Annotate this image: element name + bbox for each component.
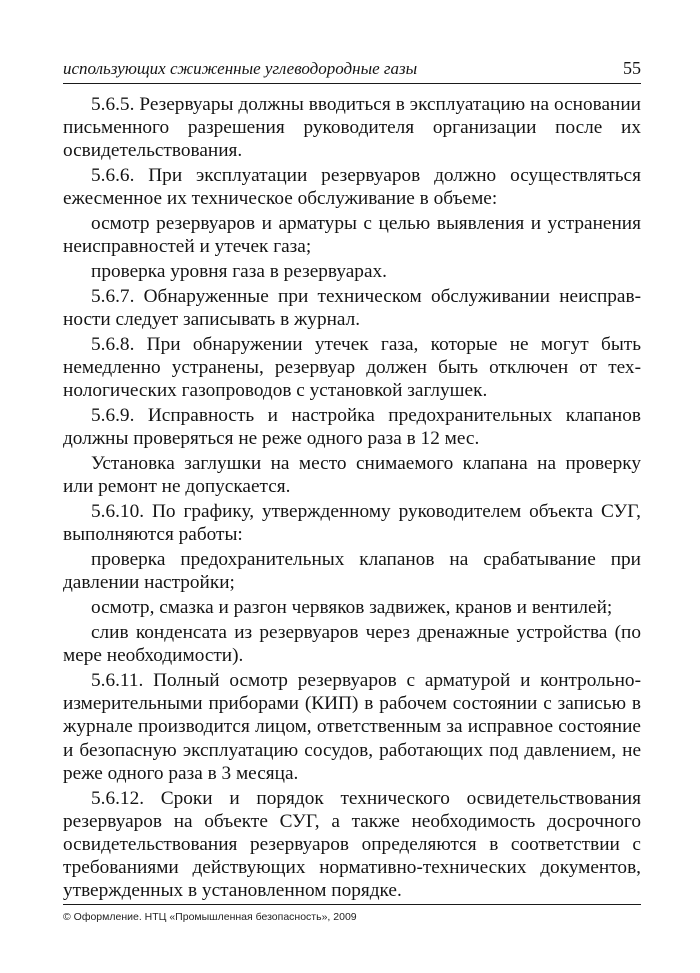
list-item-condensate: слив конденсата из резервуаров через дренажные устройства (по мере необходимости). <box>63 622 641 667</box>
paragraph-5-6-6: 5.6.6. При эксплуатации резервуаров должно осуществляться ежесменное их техническое обслуживание в объеме: <box>63 165 641 210</box>
copyright-note: © Оформление. НТЦ «Промышленная безопасность», 2009 <box>63 911 357 923</box>
page-footer <box>63 904 641 923</box>
paragraph-5-6-7: 5.6.7. Обнаруженные при техническом обслуживании неисправности следует записывать в журнал. <box>63 286 641 331</box>
list-item-gas-level: проверка уровня газа в резервуарах. <box>91 261 387 283</box>
page-number: 55 <box>623 58 641 78</box>
paragraph-5-6-8: 5.6.8. При обнаружении утечек газа, которые не могут быть немедленно устранены, резервуар должен быть отключен от технологических газопроводов с установкой заглушек. <box>63 334 641 402</box>
paragraph-5-6-5: 5.6.5. Резервуары должны вводиться в эксплуатацию на основании письменного разрешения руководителя организации после их освидетельствования. <box>63 94 641 162</box>
paragraph-5-6-11: 5.6.11. Полный осмотр резервуаров с арматурой и контрольно-измерительными приборами (КИП) в рабочем состоянии с записью в журнале производится лицом, ответственным за исправное состояние и безопасную эксплуатацию сосудов, работающих под давлением, не реже одного раза в 3 месяца. <box>63 670 641 784</box>
paragraph-5-6-9: 5.6.9. Исправность и настройка предохранительных клапанов должны проверяться не реже одного раза в 12 мес. <box>63 405 641 450</box>
list-item-lubrication: осмотр, смазка и разгон червяков задвижек, кранов и вентилей; <box>91 597 613 619</box>
list-item-inspection: осмотр резервуаров и арматуры с целью выявления и устранения неисправностей и утечек газа; <box>63 213 641 258</box>
document-page <box>63 58 641 904</box>
paragraph-plug-note: Установка заглушки на место снимаемого клапана на проверку или ремонт не допускается. <box>63 453 641 498</box>
paragraph-5-6-10: 5.6.10. По графику, утвержденному руководителем объекта СУГ, выполняются работы: <box>63 501 641 546</box>
list-item-valve-check: проверка предохранительных клапанов на срабатывание при давлении настройки; <box>63 549 641 594</box>
paragraph-5-6-12: 5.6.12. Сроки и порядок технического освидетельствования резервуаров на объекте СУГ, а также необходимость досрочного освидетельствования резервуаров определяются в соответствии с требованиями действующих нормативно-технических документов, утвержденных в установленном порядке. <box>63 787 641 902</box>
running-header <box>63 58 641 84</box>
body-text <box>63 93 641 903</box>
running-title: использующих сжиженные углеводородные газы <box>63 59 418 78</box>
